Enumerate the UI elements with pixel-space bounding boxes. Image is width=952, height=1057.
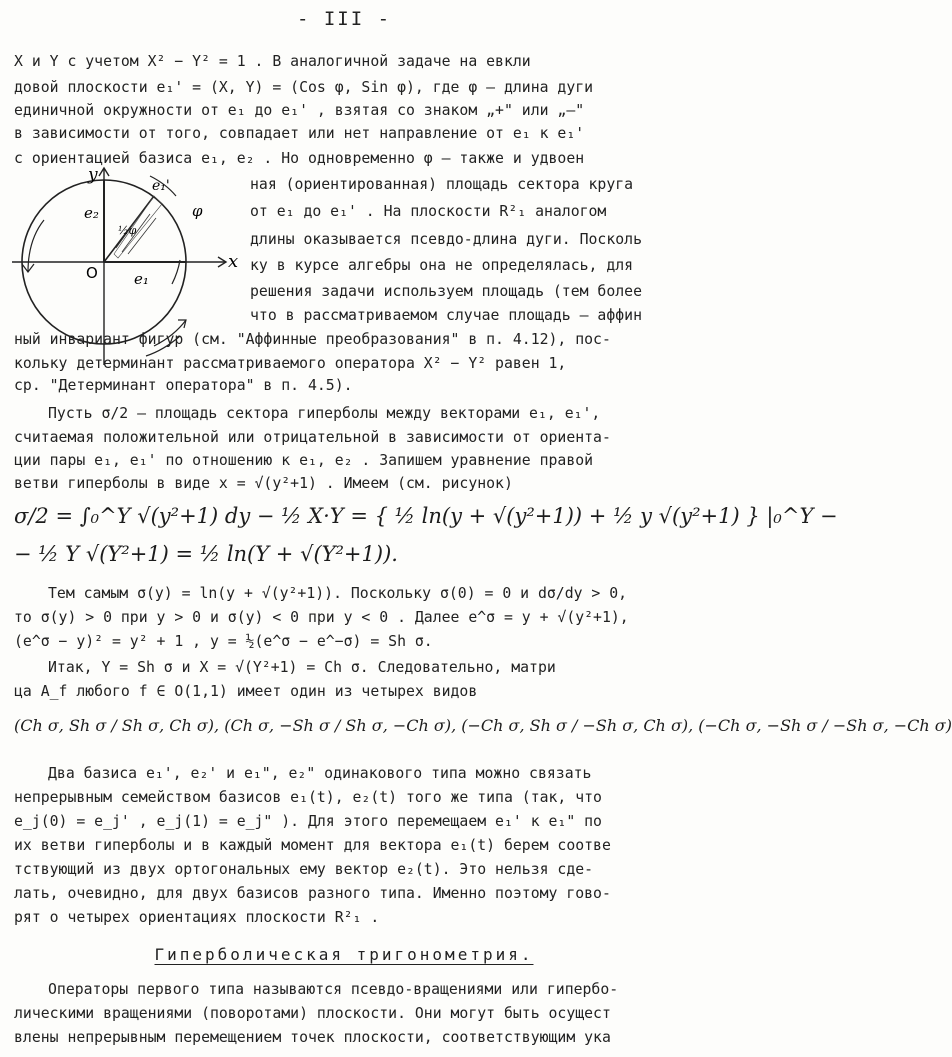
text-line-13: кольку детерминант рассматриваемого оператора X² − Y² равен 1, — [14, 355, 567, 372]
text-line-29: непрерывным семейством базисов e₁(t), e₂(t) того же типа (так, что — [14, 789, 602, 806]
figure-e1-label: e₁ — [134, 270, 149, 288]
text-line-16: считаемая положительной или отрицательной в зависимости от ориента- — [14, 429, 611, 446]
text-line-23: (e^σ − y)² = y² + 1 , y = ½(e^σ − e^−σ) = Sh σ. — [14, 633, 433, 650]
text-line-18: ветви гиперболы в виде x = √(y²+1) . Имеем (см. рисунок) — [14, 475, 513, 492]
text-line-25: ца A_f любого f ∈ O(1,1) имеет один из четырех видов — [14, 683, 478, 700]
text-line-5: с ориентацией базиса e₁, e₂ . Но одновременно φ – также и удвоен — [14, 150, 585, 167]
equation-sector-area: σ/2 = ∫₀^Y √(y²+1) dy − ½ X·Y = { ½ ln(y + √(y²+1)) + ½ y √(y²+1) } |₀^Y − — [14, 504, 838, 528]
text-line-2: довой плоскости e₁' = (X, Y) = (Cos φ, Sin φ), где φ – длина дуги — [14, 79, 594, 96]
text-line-14: ср. "Детерминант оператора" в п. 4.5). — [14, 377, 353, 394]
text-line-17: ции пары e₁, e₁' по отношению к e₁, e₂ . Запишем уравнение правой — [14, 452, 594, 469]
text-line-37: лическими вращениями (поворотами) плоскости. Они могут быть осущест — [14, 1005, 611, 1022]
circle-sector-figure — [4, 160, 246, 386]
text-line-3: единичной окружности от e₁ до e₁' , взятая со знаком „+" или „–" — [14, 102, 585, 119]
equation-sector-result: − ½ Y √(Y²+1) = ½ ln(Y + √(Y²+1)). — [14, 542, 398, 566]
text-line-34: рят о четырех ориентациях плоскости R²₁ . — [14, 909, 380, 926]
figure-axis-x-label: x — [228, 251, 239, 272]
figure-origin-label: O — [86, 264, 98, 282]
text-line-38: влены непрерывным перемещением точек плоскости, соответствующим ука — [14, 1029, 611, 1046]
text-line-10: решения задачи используем площадь (тем более — [250, 283, 642, 300]
text-line-31: их ветви гиперболы и в каждый момент для вектора e₁(t) берем соотве — [14, 837, 611, 854]
text-line-32: тствующий из двух ортогональных ему вектор e₂(t). Это нельзя сде- — [14, 861, 594, 878]
text-line-30: e_j(0) = e_j' , e_j(1) = e_j" ). Для этого перемещаем e₁' к e₁" по — [14, 813, 602, 830]
text-line-7: от e₁ до e₁' . На плоскости R²₁ аналогом — [250, 203, 607, 220]
text-line-1: X и Y с учетом X² − Y² = 1 . В аналогичной задаче на евкли — [14, 53, 531, 70]
figure-e1prime-label: e₁' — [152, 178, 170, 194]
matrix-forms: (Ch σ, Sh σ / Sh σ, Ch σ), (Ch σ, −Sh σ / Sh σ, −Ch σ), (−Ch σ, Sh σ / −Sh σ, Ch σ), (−Ch σ, −Sh σ / −Sh σ, −Ch σ) — [14, 716, 952, 735]
text-line-11: что в рассматриваемом случае площадь – аффин — [250, 307, 642, 324]
text-line-15: Пусть σ/2 – площадь сектора гиперболы между векторами e₁, e₁', — [48, 405, 601, 422]
page-number: - III - — [296, 8, 392, 30]
figure-axis-y-label: y — [88, 165, 98, 185]
text-line-6: ная (ориентированная) площадь сектора круга — [250, 176, 634, 193]
section-title: Гиперболическая тригонометрия. — [154, 945, 534, 964]
text-line-28: Два базиса e₁', e₂' и e₁", e₂" одинакового типа можно связать — [48, 765, 592, 782]
text-line-24: Итак, Y = Sh σ и X = √(Y²+1) = Ch σ. Следовательно, матри — [48, 659, 556, 676]
figure-e2-label: e₂ — [84, 204, 99, 222]
figure-phi-label: φ — [192, 202, 203, 220]
text-line-33: лать, очевидно, для двух базисов разного типа. Именно поэтому гово- — [14, 885, 611, 902]
figure-half-phi-label: ½φ — [118, 224, 137, 237]
text-line-21: Тем самым σ(y) = ln(y + √(y²+1)). Поскольку σ(0) = 0 и dσ/dy > 0, — [48, 585, 628, 602]
text-line-4: в зависимости от того, совпадает или нет направление от e₁ к e₁' — [14, 125, 585, 142]
text-line-12: ный инвариант фигур (см. "Аффинные преобразования" в п. 4.12), пос- — [14, 331, 611, 348]
text-line-22: то σ(y) > 0 при y > 0 и σ(y) < 0 при y < 0 . Далее e^σ = y + √(y²+1), — [14, 609, 629, 626]
text-line-8: длины оказывается псевдо-длина дуги. Посколь — [250, 231, 642, 248]
text-line-36: Операторы первого типа называются псевдо-вращениями или гипербо- — [48, 981, 619, 998]
text-line-9: ку в курсе алгебры она не определялась, для — [250, 257, 634, 274]
